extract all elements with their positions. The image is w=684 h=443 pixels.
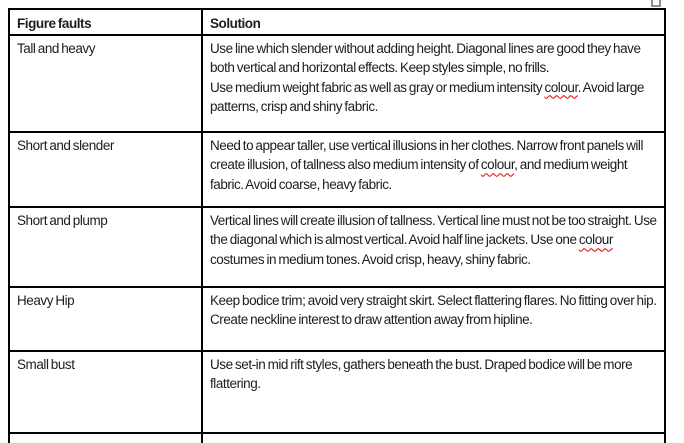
solution-cell[interactable]: Keep bodice trim; avoid very straight skirt. Select flattering flares. No fitting over hip. Create neckline interest to draw attention away from hipline. bbox=[203, 288, 664, 352]
solution-cell[interactable]: Need to appear taller, use vertical illusions in her clothes. Narrow front panels will create illusion, of tallness also medium intensity of colour, and medium weight fabric. Avoid coarse, heavy fabric. bbox=[203, 133, 664, 208]
misspelled-word: colour bbox=[578, 232, 613, 248]
solution-cell[interactable]: Use set-in mid rift styles, gathers beneath the bust. Draped bodice will be more flattering. bbox=[203, 352, 664, 434]
table-resize-handle[interactable] bbox=[651, 0, 661, 7]
misspelled-word: colour bbox=[480, 157, 515, 173]
misspelled-word: colour bbox=[544, 79, 578, 95]
fault-cell[interactable]: Small bust bbox=[10, 352, 203, 434]
fault-cell-empty[interactable] bbox=[10, 434, 203, 443]
figure-faults-table bbox=[8, 8, 666, 443]
fault-cell[interactable]: Tall and heavy bbox=[10, 36, 203, 133]
fault-cell[interactable]: Heavy Hip bbox=[10, 288, 203, 352]
fault-cell[interactable]: Short and slender bbox=[10, 133, 203, 208]
solution-cell[interactable]: Vertical lines will create illusion of tallness. Vertical line must not be too straight. Use the diagonal which is almost vertical. Avoid half line jackets. Use one colour costumes in medium tones. Avoid crisp, heavy, shiny fabric. bbox=[203, 208, 664, 288]
header-figure-faults[interactable]: Figure faults bbox=[10, 10, 203, 36]
solution-cell[interactable]: Use line which slender without adding height. Diagonal lines are good they have both vertical and horizontal effects. Keep styles simple, no frills. Use medium weight fabric as well as gray or medium intensity colour. Avoid large patterns, crisp and shiny fabric. bbox=[203, 36, 664, 133]
header-solution[interactable]: Solution bbox=[203, 10, 664, 36]
solution-cell-empty[interactable] bbox=[203, 434, 664, 443]
fault-cell[interactable]: Short and plump bbox=[10, 208, 203, 288]
